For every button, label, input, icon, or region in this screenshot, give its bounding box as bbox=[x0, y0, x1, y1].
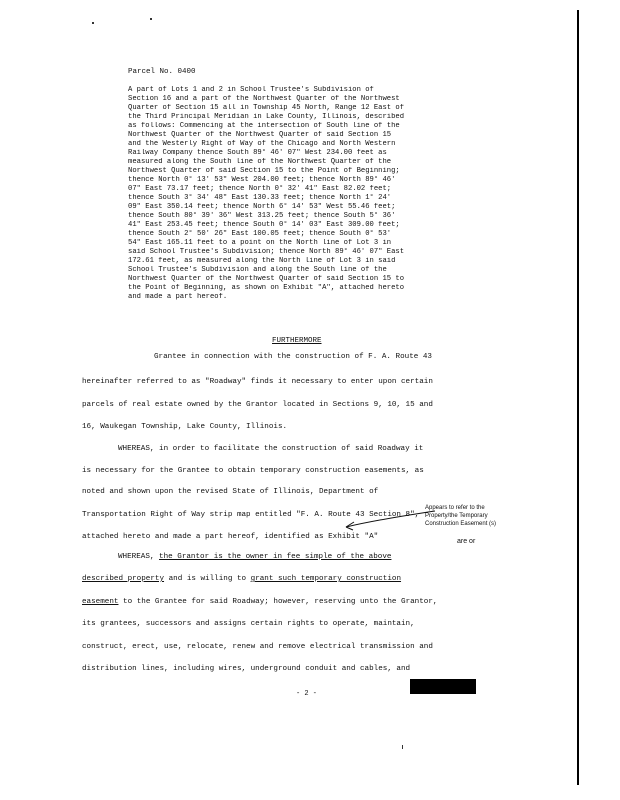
redaction-bar bbox=[410, 679, 476, 694]
body-line: its grantees, successors and assigns certain rights to operate, maintain, bbox=[82, 620, 415, 628]
legal-line: thence North 0° 13' 53" West 204.00 feet; thence North 89° 46' bbox=[128, 176, 396, 184]
underlined-owner-phrase: the Grantor is the owner in fee simple of the above bbox=[159, 553, 392, 561]
scan-speck bbox=[92, 22, 94, 24]
legal-line: Northwest Quarter of said Section 15 to the Point of Beginning; bbox=[128, 167, 400, 175]
scan-speck bbox=[402, 745, 403, 749]
body-line bbox=[118, 552, 391, 562]
body-fragment: and is willing to bbox=[168, 575, 247, 583]
section-heading: FURTHERMORE bbox=[272, 337, 322, 345]
legal-line: and made a part hereof. bbox=[128, 293, 228, 301]
legal-line: said School Trustee's Subdivision; thence North 89° 46' 07" East bbox=[128, 248, 405, 256]
legal-line: Railway Company thence South 89° 46' 07" West 234.00 feet as bbox=[128, 149, 387, 157]
legal-line: thence South 3° 34' 48" East 130.33 feet; thence North 1° 24' bbox=[128, 194, 392, 202]
annotation-arrow-icon bbox=[340, 505, 440, 535]
body-line: is necessary for the Grantee to obtain temporary construction easements, as bbox=[82, 467, 424, 475]
annotation-line-text: Construction Easement (s) bbox=[425, 521, 497, 527]
legal-line: as follows: Commencing at the intersection of South line of the bbox=[128, 122, 400, 130]
annotation-trail: are or bbox=[457, 538, 476, 545]
body-line: distribution lines, including wires, underground conduit and cables, and bbox=[82, 665, 411, 673]
legal-line: and the Westerly Right of Way of the Chicago and North Western bbox=[128, 140, 396, 148]
legal-line: the Third Principal Meridian in Lake County, Illinois, described bbox=[128, 113, 405, 121]
legal-line: Northwest Quarter of the Northwest Quarter of said Section 15 bbox=[128, 131, 392, 139]
body-line: parcels of real estate owned by the Grantor located in Sections 9, 10, 15 and bbox=[82, 401, 433, 409]
annotation-line bbox=[425, 520, 550, 528]
legal-line: measured along the South line of the Northwest Quarter of the bbox=[128, 158, 392, 166]
handwritten-annotation bbox=[425, 504, 550, 528]
body-line bbox=[82, 574, 401, 584]
underlined-described-property: described property bbox=[82, 575, 165, 583]
legal-line: thence South 80° 39' 36" West 313.25 feet; thence South 5° 36' bbox=[128, 212, 396, 220]
legal-line: Northwest Quarter of the Northwest Quarter of said Section 15 to bbox=[128, 275, 405, 283]
page-number: - 2 - bbox=[296, 690, 318, 698]
legal-line: School Trustee's Subdivision and along the South line of the bbox=[128, 266, 387, 274]
scan-speck bbox=[150, 18, 152, 20]
legal-line: Quarter of Section 15 all in Township 45 North, Range 12 East of bbox=[128, 104, 405, 112]
body-fragment: to the Grantee for said Roadway; however, reserving unto the Grantor, bbox=[123, 598, 438, 606]
legal-line: 54" East 165.11 feet to a point on the North line of Lot 3 in bbox=[128, 239, 392, 247]
whereas-label: WHEREAS, bbox=[118, 553, 155, 561]
body-line: noted and shown upon the revised State of Illinois, Department of bbox=[82, 488, 379, 496]
body-line: construct, erect, use, relocate, renew and remove electrical transmission and bbox=[82, 643, 433, 651]
legal-description bbox=[128, 86, 488, 302]
underlined-easement: easement bbox=[82, 598, 119, 606]
body-line: Transportation Right of Way strip map entitled "F. A. Route 43 Section 8", bbox=[82, 511, 420, 519]
legal-line: A part of Lots 1 and 2 in School Trustee's Subdivision of bbox=[128, 86, 374, 94]
legal-line: 41" East 253.45 feet; thence South 0° 14' 03" East 309.00 feet; bbox=[128, 221, 400, 229]
parcel-number: Parcel No. 0400 bbox=[128, 68, 196, 76]
body-line: attached hereto and made a part hereof, identified as Exhibit "A" bbox=[82, 533, 379, 541]
body-line: hereinafter referred to as "Roadway" finds it necessary to enter upon certain bbox=[82, 378, 433, 386]
legal-line: 07" East 73.17 feet; thence North 0° 32' 41" East 82.02 feet; bbox=[128, 185, 392, 193]
body-line: 16, Waukegan Township, Lake County, Illinois. bbox=[82, 423, 288, 431]
legal-line: Section 16 and a part of the Northwest Quarter of the Northwest bbox=[128, 95, 400, 103]
scan-edge-line bbox=[577, 10, 579, 785]
legal-line: thence South 2° 50' 26" East 100.05 feet; thence South 0° 53' bbox=[128, 230, 392, 238]
legal-line: 172.61 feet, as measured along the North line of Lot 3 in said bbox=[128, 257, 396, 265]
body-line: WHEREAS, in order to facilitate the construction of said Roadway it bbox=[118, 445, 424, 453]
annotation-line: Property/the Temporary bbox=[425, 513, 488, 519]
underlined-grant-phrase: grant such temporary construction bbox=[250, 575, 402, 583]
legal-line: 09" East 350.14 feet; thence North 6° 14' 53" West 55.46 feet; bbox=[128, 203, 396, 211]
body-line bbox=[82, 597, 437, 607]
annotation-line: Appears to refer to the bbox=[425, 505, 485, 511]
legal-line: the Point of Beginning, as shown on Exhibit "A", attached hereto bbox=[128, 284, 405, 292]
body-line: Grantee in connection with the construction of F. A. Route 43 bbox=[154, 353, 432, 361]
